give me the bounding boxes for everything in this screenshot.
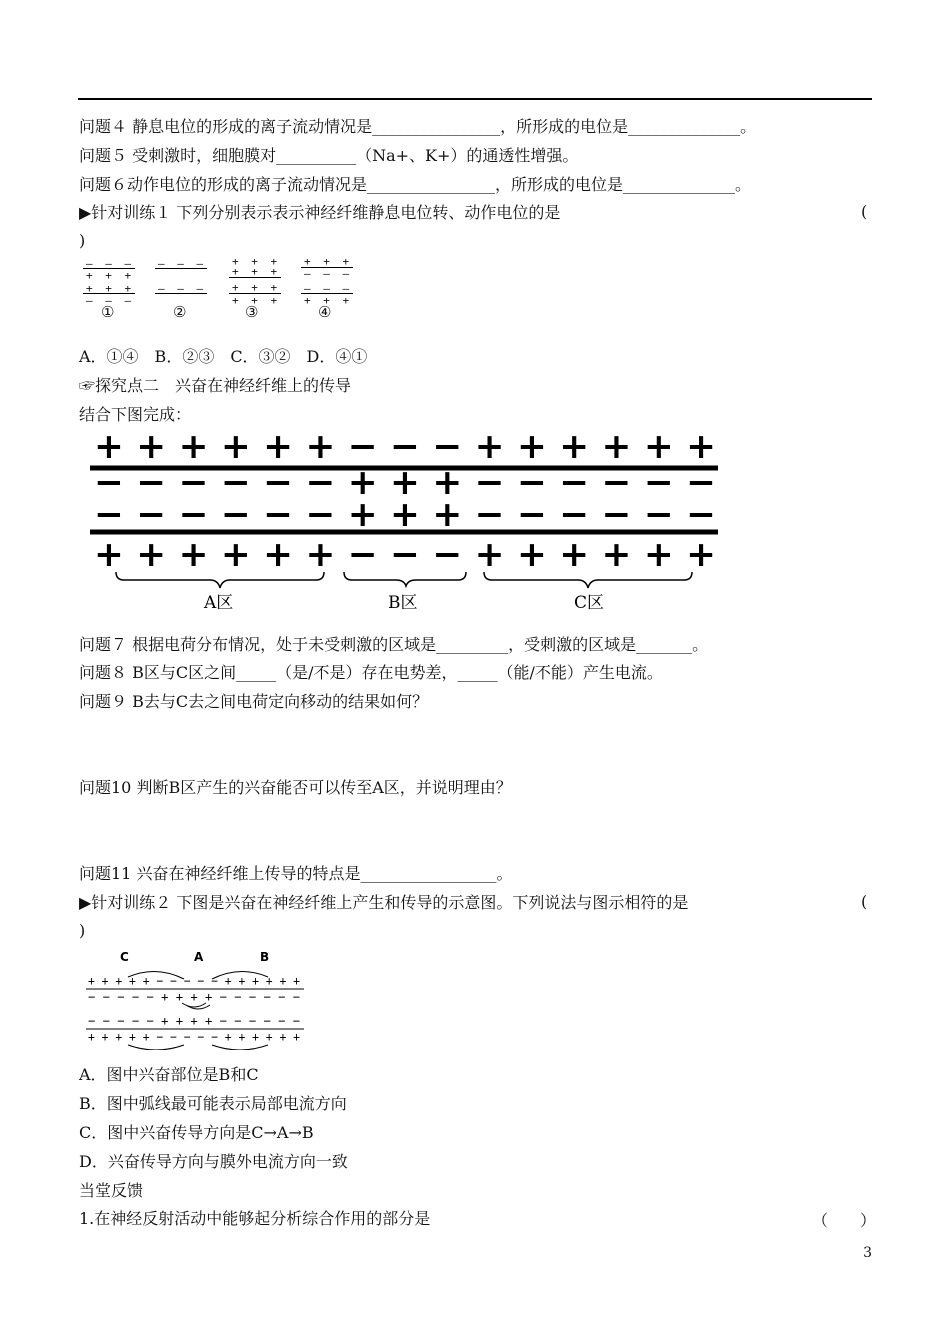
- fig4-row2: — — —: [304, 267, 353, 280]
- fig4-label: ④: [318, 303, 332, 321]
- training-2-paren-open: (: [861, 892, 868, 911]
- fig2-row4: + + + + + − − − − − + + + + + +: [88, 1030, 300, 1044]
- fig2-label: ②: [173, 303, 187, 321]
- conduction-figure: [86, 945, 308, 1050]
- header-rule: [78, 98, 872, 100]
- fig2-label-a: A: [194, 950, 204, 964]
- fig4-row1: + + +: [304, 255, 353, 268]
- big-row4: + + + + + + − − − + + + + + +: [94, 535, 716, 575]
- fig3-row3: + + +: [232, 281, 281, 294]
- fig1-row3: + + +: [86, 282, 135, 295]
- fig2-row3: − − − − − + + + + − − − − − −: [88, 1014, 300, 1028]
- question-7: 问题７ 根据电荷分布情况，处于未受刺激的区域是_________，受刺激的区域是_______。: [79, 635, 709, 654]
- question-10: 问题10 判断B区产生的兴奋能否可以传至A区，并说明理由？: [79, 778, 512, 797]
- fig1-row1: — — —: [86, 257, 135, 270]
- zone-b-label: B区: [388, 593, 418, 613]
- fig2-row2: − − − − − + + + + − − − − − −: [88, 990, 300, 1004]
- fig2-label-b: B: [260, 950, 270, 964]
- page-number: 3: [863, 1245, 872, 1261]
- question-11: 问题11 兴奋在神经纤维上传导的特点是_________________。: [79, 864, 513, 883]
- training-1-paren-open: (: [861, 202, 868, 221]
- option-b: B．图中弧线最可能表示局部电流方向: [79, 1094, 347, 1113]
- option-c: C．图中兴奋传导方向是C→A→B: [79, 1123, 314, 1142]
- zone-c-label: C区: [574, 593, 605, 613]
- question-9: 问题９ B去与C去之间电荷定向移动的结果如何？: [79, 692, 429, 711]
- membrane-charge-figure: [86, 428, 726, 618]
- training-2: ▶针对训练２ 下图是兴奋在神经纤维上产生和传导的示意图。下列说法与图示相符的是: [79, 893, 689, 912]
- options-1: A．①④ B．②③ C．③② D．④①: [79, 347, 368, 366]
- fig4-row4: + + +: [304, 294, 353, 307]
- fig1-row2: + + +: [86, 269, 135, 282]
- explore-point-2: ☞探究点二 兴奋在神经纤维上的传导: [79, 376, 352, 395]
- big-row2: − − − − − − + + + − − − − − −: [94, 463, 716, 503]
- option-d: D．兴奋传导方向与膜外电流方向一致: [79, 1152, 348, 1171]
- combine-instruction: 结合下图完成：: [79, 405, 192, 424]
- feedback-heading: 当堂反馈: [79, 1181, 144, 1200]
- fig1-label: ①: [101, 303, 115, 321]
- fig3-row2: + + +: [232, 265, 281, 278]
- question-5: 问题５ 受刺激时，细胞膜对__________（Na+、K+）的通透性增强。: [79, 146, 579, 165]
- question-8: 问题８ B区与C区之间_____（是/不是）存在电势差，_____（能/不能）产生电流。: [79, 663, 663, 682]
- fig2-row1: + + + + + − − − − − + + + + + +: [88, 974, 300, 988]
- fig2-label-c: C: [120, 950, 129, 964]
- option-a: A．图中兴奋部位是B和C: [79, 1065, 259, 1084]
- fig1-row4: — — —: [86, 294, 135, 307]
- feedback-question-1: 1.在神经反射活动中能够起分析综合作用的部分是: [79, 1209, 431, 1228]
- fig3-row1: + + +: [232, 255, 281, 268]
- big-row1: + + + + + + − − − + + + + + +: [94, 428, 716, 467]
- question-6: 问题６动作电位的形成的离子流动情况是________________，所形成的电位是______________。: [79, 175, 752, 194]
- big-row3: − − − − − − + + + − − − − − −: [94, 495, 716, 535]
- fig3-row4: + + +: [232, 294, 281, 307]
- zone-a-label: A区: [204, 593, 234, 613]
- fig4-row3: — — —: [304, 282, 353, 295]
- fig3-label: ③: [245, 303, 259, 321]
- training-1: ▶针对训练１ 下列分别表示表示神经纤维静息电位转、动作电位的是: [79, 203, 561, 222]
- question-4: 问题４ 静息电位的形成的离子流动情况是________________，所形成的电位是______________。: [79, 117, 757, 136]
- training-2-paren-close: ): [79, 921, 86, 940]
- fig2-row1: — — —: [158, 257, 207, 270]
- feedback-question-1-paren: （ ）: [812, 1211, 877, 1230]
- training-1-paren-close: ): [79, 231, 86, 250]
- fig2-row3: — — —: [158, 282, 207, 295]
